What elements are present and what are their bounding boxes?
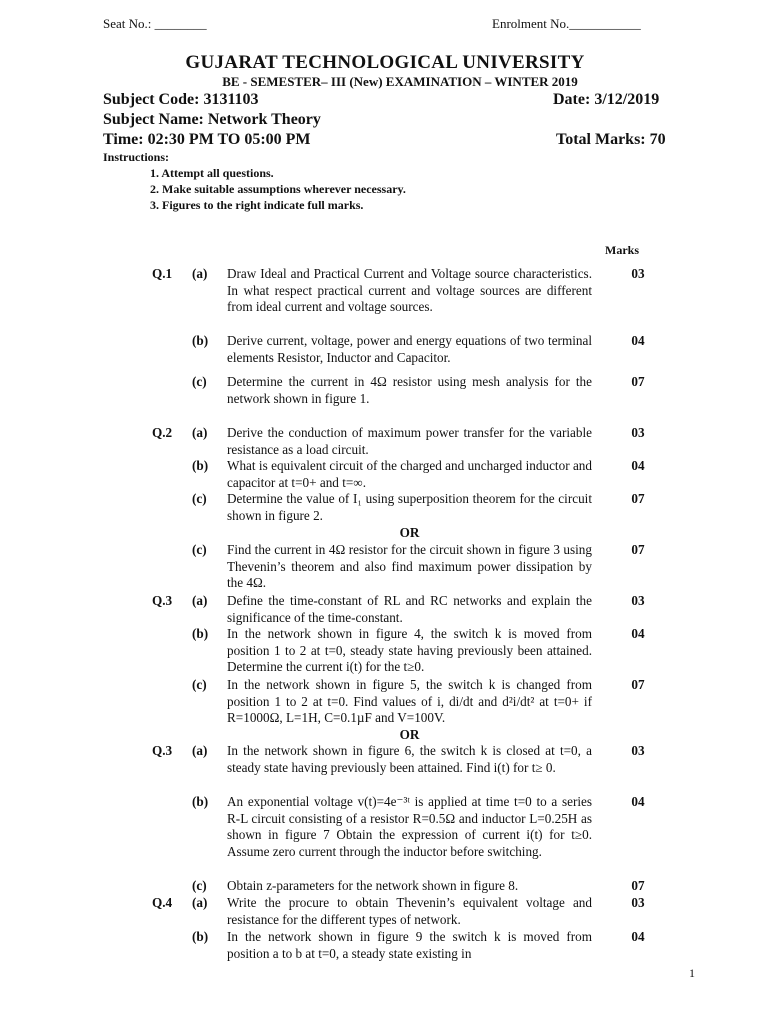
subject-name: Subject Name: Network Theory xyxy=(103,111,321,128)
instruction-item: 1. Attempt all questions. xyxy=(150,166,274,180)
or-separator: OR xyxy=(399,525,420,540)
question-text: Define the time-constant of RL and RC networks and explain the significance of the time-constant. xyxy=(227,593,592,625)
question-row xyxy=(152,491,652,524)
question-row xyxy=(152,895,652,928)
question-marks: 07 xyxy=(631,542,645,557)
sub-question-label: (a) xyxy=(192,593,208,608)
subject-code: Subject Code: 3131103 xyxy=(103,91,259,108)
sub-question-label: (a) xyxy=(192,895,208,910)
question-text: In the network shown in figure 5, the switch k is changed from position 1 to 2 at t=0. Find values of i, di/dt and d²i/dt² at t=0+ if R=1000Ω, L=1H, C=0.1µF and V=100V. xyxy=(227,677,592,726)
question-text: Determine the value of I₁ using superposition theorem for the circuit shown in figure 2. xyxy=(227,491,592,523)
instructions-heading: Instructions: xyxy=(103,150,170,164)
sub-question-label: (c) xyxy=(192,677,207,692)
question-text: What is equivalent circuit of the charged and uncharged inductor and capacitor at t=0+ and t=∞. xyxy=(227,458,592,490)
sub-question-label: (a) xyxy=(192,266,208,281)
question-row xyxy=(152,677,652,727)
question-row xyxy=(152,374,652,407)
question-row xyxy=(152,878,652,895)
seat-number-field: Seat No.: ________ xyxy=(103,16,207,31)
instruction-item: 2. Make suitable assumptions wherever necessary. xyxy=(150,182,406,196)
question-number xyxy=(152,491,192,524)
question-marks: 04 xyxy=(631,626,645,641)
question-text: An exponential voltage v(t)=4e⁻³ᵗ is applied at time t=0 to a series R-L circuit consisting of a resistor R=0.5Ω and inductor L=0.25H as shown in figure 7 Obtain the expression of current i(t) for t≥0. Assume zero current through the inductor before switching. xyxy=(227,794,592,860)
question-number xyxy=(152,677,192,727)
question-number: Q.2 xyxy=(152,425,173,440)
question-number xyxy=(152,878,192,895)
sub-question-label: (b) xyxy=(192,458,209,473)
exam-date: Date: 3/12/2019 xyxy=(553,91,660,108)
question-text: Obtain z-parameters for the network shown in figure 8. xyxy=(227,878,519,893)
question-marks: 03 xyxy=(631,743,645,758)
question-row xyxy=(152,626,652,676)
question-row xyxy=(152,458,652,491)
question-marks: 07 xyxy=(631,677,645,692)
sub-question-label: (b) xyxy=(192,794,209,809)
sub-question-label: (c) xyxy=(192,491,207,506)
sub-question-label: (c) xyxy=(192,878,207,893)
sub-question-label: (b) xyxy=(192,333,209,348)
instruction-item: 3. Figures to the right indicate full marks. xyxy=(150,198,364,212)
question-marks: 04 xyxy=(631,929,645,944)
exam-time: Time: 02:30 PM TO 05:00 PM xyxy=(103,131,311,148)
or-separator: OR xyxy=(399,727,420,742)
question-text: In the network shown in figure 4, the switch k is moved from position 1 to 2 at t=0, steady state having previously been attained. Determine the current i(t) for the t≥0. xyxy=(227,626,592,675)
total-marks: Total Marks: 70 xyxy=(556,131,666,148)
question-marks: 04 xyxy=(631,333,645,348)
question-marks: 07 xyxy=(631,374,645,389)
question-number: Q.3 xyxy=(152,593,173,608)
question-row xyxy=(152,929,652,962)
question-marks: 03 xyxy=(631,266,645,281)
enrolment-number-field: Enrolment No.___________ xyxy=(492,16,641,31)
question-row xyxy=(152,743,652,776)
exam-title: BE - SEMESTER– III (New) EXAMINATION – WINTER 2019 xyxy=(222,74,578,89)
question-row xyxy=(152,593,652,626)
question-row xyxy=(152,425,652,458)
question-text: In the network shown in figure 9 the switch k is moved from position a to b at t=0, a steady state existing in xyxy=(227,929,592,961)
question-marks: 07 xyxy=(631,491,645,506)
sub-question-label: (a) xyxy=(192,743,208,758)
marks-column-heading: Marks xyxy=(605,243,639,257)
sub-question-label: (a) xyxy=(192,425,208,440)
question-marks: 07 xyxy=(631,878,645,893)
question-number xyxy=(152,333,192,366)
question-number xyxy=(152,458,192,491)
page-number: 1 xyxy=(689,966,695,980)
question-text: Determine the current in 4Ω resistor using mesh analysis for the network shown in figure 1. xyxy=(227,374,592,406)
question-marks: 03 xyxy=(631,593,645,608)
question-text: Derive the conduction of maximum power transfer for the variable resistance as a load circuit. xyxy=(227,425,592,457)
question-text: In the network shown in figure 6, the switch k is closed at t=0, a steady state having previously been attained. Find i(t) for t≥ 0. xyxy=(227,743,592,775)
question-text: Find the current in 4Ω resistor for the circuit shown in figure 3 using Thevenin’s theorem and also find maximum power dissipation by the 4Ω. xyxy=(227,542,592,591)
question-number xyxy=(152,542,192,592)
question-number xyxy=(152,626,192,676)
question-number xyxy=(152,794,192,861)
question-row xyxy=(152,542,652,592)
question-marks: 04 xyxy=(631,794,645,809)
question-marks: 03 xyxy=(631,425,645,440)
question-number: Q.3 xyxy=(152,743,173,758)
question-number: Q.4 xyxy=(152,895,173,910)
question-row xyxy=(152,266,652,316)
sub-question-label: (b) xyxy=(192,626,209,641)
question-row xyxy=(152,333,652,366)
question-text: Write the procure to obtain Thevenin’s equivalent voltage and resistance for the different types of network. xyxy=(227,895,592,927)
question-number: Q.1 xyxy=(152,266,173,281)
question-text: Derive current, voltage, power and energy equations of two terminal elements Resistor, Inductor and Capacitor. xyxy=(227,333,592,365)
university-title: GUJARAT TECHNOLOGICAL UNIVERSITY xyxy=(185,52,585,73)
sub-question-label: (c) xyxy=(192,542,207,557)
sub-question-label: (b) xyxy=(192,929,209,944)
question-number xyxy=(152,374,192,407)
question-number xyxy=(152,929,192,962)
question-row xyxy=(152,794,652,861)
sub-question-label: (c) xyxy=(192,374,207,389)
question-text: Draw Ideal and Practical Current and Voltage source characteristics. In what respect practical current and voltage sources are different from ideal current and voltage sources. xyxy=(227,266,592,315)
question-marks: 04 xyxy=(631,458,645,473)
question-marks: 03 xyxy=(631,895,645,910)
